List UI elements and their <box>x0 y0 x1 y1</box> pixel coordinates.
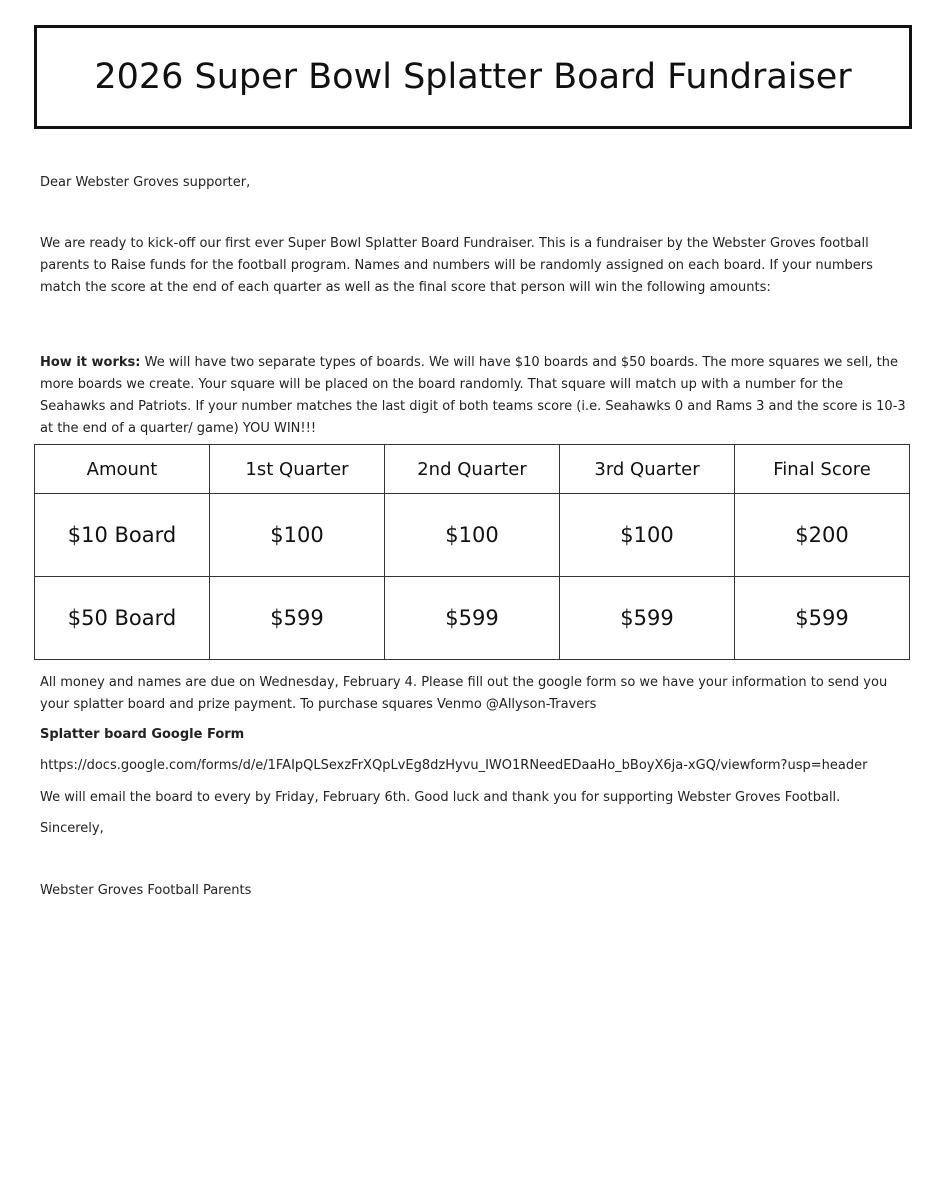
how-it-works-text: We will have two separate types of boards. We will have $10 boards and $50 boards. The more squares we sell, the more boards we create. Your square will be placed on the board randomly. That square will match up with a number for the Seahawks and Patriots. If your number matches the last digit of both teams score (i.e. Seahawks 0 and Rams 3 and the score is 10-3 at the end of a quarter/ game) YOU WIN!!! <box>40 355 906 436</box>
how-it-works-lead: How it works: <box>40 355 141 370</box>
table-row <box>35 494 910 577</box>
prize-cell: $100 <box>385 494 560 577</box>
prize-cell: $599 <box>385 577 560 660</box>
intro-paragraph: We are ready to kick-off our first ever Super Bowl Splatter Board Fundraiser. This is a fundraiser by the Webster Groves football parents to Raise funds for the football program. Names and numbers will be randomly assigned on each board. If your numbers match the score at the end of each quarter as well as the final score that person will win the following amounts: <box>40 236 873 295</box>
board-amount-cell: $50 Board <box>35 577 210 660</box>
prize-table-header-row <box>35 445 910 494</box>
email-note: We will email the board to every by Friday, February 6th. Good luck and thank you for supporting Webster Groves Football. <box>40 790 841 805</box>
prize-cell: $599 <box>560 577 735 660</box>
page-title: 2026 Super Bowl Splatter Board Fundraiser <box>94 57 852 97</box>
header-amount: Amount <box>35 445 210 494</box>
prize-cell: $100 <box>560 494 735 577</box>
prize-cell: $200 <box>735 494 910 577</box>
prize-cell: $100 <box>210 494 385 577</box>
prize-table <box>34 444 910 660</box>
greeting: Dear Webster Groves supporter, <box>40 175 251 190</box>
board-amount-cell: $10 Board <box>35 494 210 577</box>
header-1st-quarter: 1st Quarter <box>210 445 385 494</box>
due-date-note: All money and names are due on Wednesday, February 4. Please fill out the google form so we have your information to send you your splatter board and prize payment. To purchase squares Venmo @Allyson-Travers <box>40 675 888 712</box>
prize-cell: $599 <box>210 577 385 660</box>
header-final-score: Final Score <box>735 445 910 494</box>
prize-cell: $599 <box>735 577 910 660</box>
table-row <box>35 577 910 660</box>
title-box <box>34 25 912 129</box>
closing: Sincerely, <box>40 821 104 836</box>
header-3rd-quarter: 3rd Quarter <box>560 445 735 494</box>
google-form-link[interactable]: https://docs.google.com/forms/d/e/1FAIpQLSexzFrXQpLvEg8dzHyvu_IWO1RNeedEDaaHo_bBoyX6ja-xGQ/viewform?usp=header <box>40 758 868 773</box>
how-it-works-paragraph <box>40 352 910 440</box>
header-2nd-quarter: 2nd Quarter <box>385 445 560 494</box>
google-form-heading: Splatter board Google Form <box>40 727 245 742</box>
signature: Webster Groves Football Parents <box>40 883 252 898</box>
